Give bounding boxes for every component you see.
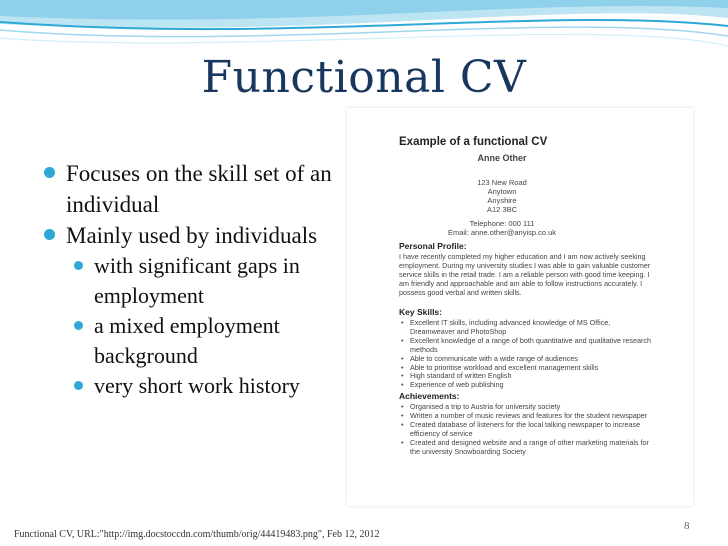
cv-achievement-item: • Written a number of music reviews and features for the student newspaper [399,412,654,421]
slide-title: Functional CV [201,52,527,103]
cv-skill-item: • Excellent knowledge of a range of both quantitative and qualitative research methods [399,337,654,355]
cv-heading: Example of a functional CV [399,136,548,148]
sub-bullet-text: with significant gaps in employment [94,253,300,308]
bullet-list [44,158,354,401]
cv-profile-heading: Personal Profile: [399,241,467,251]
sub-bullet-item [44,371,354,401]
bullet-dot-icon [74,381,83,390]
cv-email: Email: anne.other@anyisp.co.uk [447,228,557,237]
cv-address-line: Anyshire [487,196,517,205]
cv-address-line: 123 New Road [477,178,527,187]
cv-skills-heading: Key Skills: [399,307,442,317]
sub-bullet-item [44,311,354,371]
bullet-item [44,220,354,251]
bullet-dot-icon [74,321,83,330]
cv-skill-item: • Able to communicate with a wide range of audiences [399,355,654,364]
cv-achievements-heading: Achievements: [399,391,460,401]
bullet-dot-icon [74,261,83,270]
cv-skill-item: • Excellent IT skills, including advanced knowledge of MS Office, Dreamweaver and PhotoShop [399,319,654,337]
cv-achievement-item: • Created and designed website and a range of other marketing materials for the university Snowboarding Society [399,439,654,457]
cv-achievement-item: • Created database of listeners for the local talking newspaper to increase efficiency of service [399,421,654,439]
cv-example-image [347,108,693,506]
sub-bullet-text: very short work history [94,373,300,398]
bullet-text: Mainly used by individuals [66,223,318,248]
bullet-item [44,158,354,220]
bullet-text: Focuses on the skill set of an individual [66,161,332,217]
cv-profile-text: I have recently completed my higher education and I am now actively seeking employment. During my university studies I was able to gain valuable customer service skills in the retail trade. I am a reliable person with good time keeping. I am friendly and approachable and am able to follow instructions accurately. I possess good verbal and written skills. [399,252,651,297]
cv-skill-item: • Able to prioritise workload and excellent management skills [399,364,654,373]
cv-skill-item: • High standard of written English [399,372,654,381]
cv-address-line: Anytown [487,187,517,196]
bullet-dot-icon [44,229,55,240]
sub-bullet-text: a mixed employment background [94,313,280,368]
bullet-dot-icon [44,167,55,178]
cv-telephone: Telephone: 000 111 [469,219,535,228]
cv-achievements-list [399,403,654,456]
sub-bullet-item [44,251,354,311]
cv-address-line: A12 3BC [486,205,518,214]
cv-achievement-item: • Organised a trip to Austria for university society [399,403,654,412]
cv-name: Anne Other [477,153,527,163]
page-number: 8 [684,520,690,532]
cv-skill-item: • Experience of web publishing [399,381,654,390]
cv-skills-list [399,319,654,390]
slide-footer-citation: Functional CV, URL:"http://img.docstoccdn.com/thumb/orig/44419483.png", Feb 12, 2012 [14,529,380,540]
